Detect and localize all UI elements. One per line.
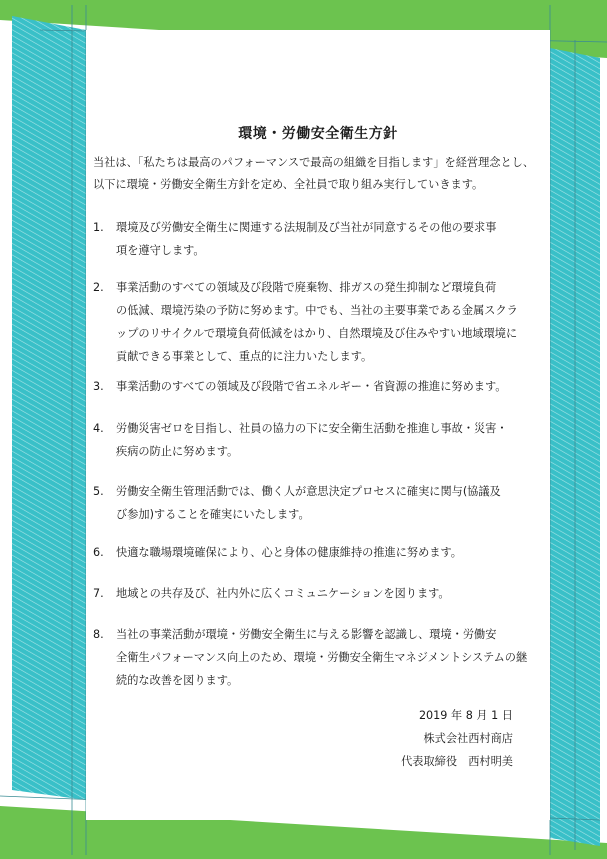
left-turquoise-bar xyxy=(12,16,86,800)
representative-name: 代表取締役 西村明美 xyxy=(401,755,513,768)
item-line: の低減、環境汚染の予防に努めます。中でも、当社の主要事業である金属スクラ xyxy=(116,304,518,317)
item-number: 7. xyxy=(93,587,104,600)
issue-date: 2019 年 8 月 1 日 xyxy=(418,709,513,722)
item-line: 労働災害ゼロを目指し、社員の協力の下に安全衛生活動を推進し事故・災害・ xyxy=(116,422,508,435)
item-number: 4. xyxy=(93,422,104,435)
item-number: 1. xyxy=(93,221,104,234)
intro-line: 以下に環境・労働安全衛生方針を定め、全社員で取り組み実行していきます。 xyxy=(93,178,484,191)
item-line: ップのリサイクルで環境負荷低減をはかり、自然環境及び住みやすい地域環境に xyxy=(116,327,518,340)
policy-title: 環境・労働安全衛生方針 xyxy=(238,126,398,142)
item-number: 3. xyxy=(93,380,104,393)
item-line: 快適な職場環境確保により、心と身体の健康維持の推進に努めます。 xyxy=(116,546,462,559)
item-line: 全衛生パフォーマンス向上のため、環境・労働安全衛生マネジメントシステムの継 xyxy=(116,651,528,664)
item-line: 続的な改善を図ります。 xyxy=(116,674,239,687)
item-line: 労働安全衛生管理活動では、働く人が意思決定プロセスに確実に関与(協議及 xyxy=(116,485,501,498)
item-line: 当社の事業活動が環境・労働安全衛生に与える影響を認識し、環境・労働安 xyxy=(116,628,497,641)
intro-line: 当社は、「私たちは最高のパフォーマンスで最高の組織を目指します」を経営理念とし、 xyxy=(93,156,535,169)
item-number: 8. xyxy=(93,628,104,641)
signature-block xyxy=(401,704,513,773)
item-line: 地域との共存及び、社内外に広くコミュニケーションを図ります。 xyxy=(116,587,450,600)
item-line: び参加)することを確実にいたします。 xyxy=(116,508,310,521)
item-line: 貢献できる事業として、重点的に注力いたします。 xyxy=(116,350,373,363)
item-number: 2. xyxy=(93,281,104,294)
item-line: 項を遵守します。 xyxy=(116,244,205,257)
item-number: 6. xyxy=(93,546,104,559)
item-line: 事業活動のすべての領域及び段階で廃棄物、排ガスの発生抑制など環境負荷 xyxy=(116,281,497,294)
item-line: 疾病の防止に努めます。 xyxy=(116,445,239,458)
intro-paragraph xyxy=(93,152,535,196)
item-number: 5. xyxy=(93,485,104,498)
company-name: 株式会社西村商店 xyxy=(423,732,513,745)
item-line: 事業活動のすべての領域及び段階で省エネルギー・省資源の推進に努めます。 xyxy=(116,380,507,393)
item-line: 環境及び労働安全衛生に関連する法規制及び当社が同意するその他の要求事 xyxy=(116,221,497,234)
policy-document xyxy=(93,36,543,826)
